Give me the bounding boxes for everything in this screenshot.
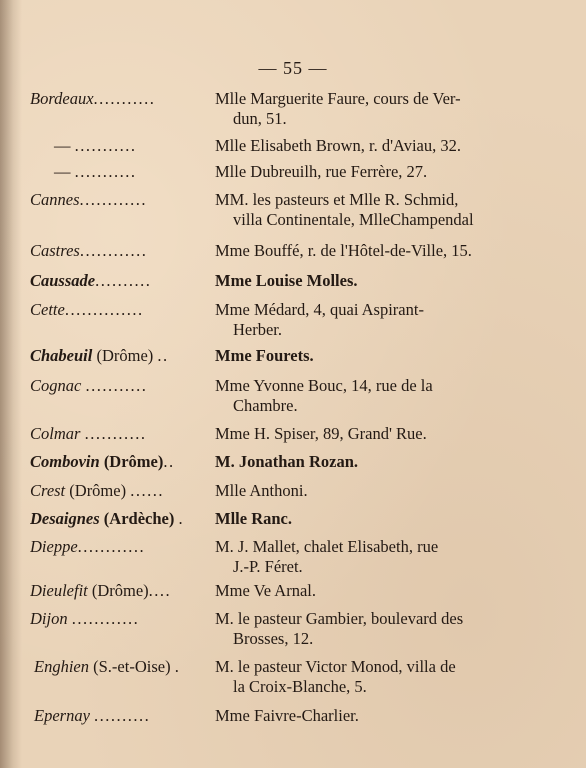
- place-name: Chabeuil: [30, 346, 93, 365]
- place-region: (Drôme): [96, 346, 154, 365]
- place-cell: [30, 424, 210, 444]
- address-line: Mlle Elisabeth Brown, r. d'Aviau, 32.: [215, 136, 462, 155]
- address-line: Mme Faivre-Charlier.: [215, 706, 359, 725]
- address-cell: [215, 581, 527, 601]
- place-region: (Ardèche): [103, 509, 175, 528]
- address-cell: [215, 271, 527, 291]
- address-cell: [215, 241, 527, 261]
- place-name: Combovin: [30, 452, 100, 471]
- address-line: Mme Ve Arnal.: [215, 581, 316, 600]
- address-continuation: la Croix-Blanche, 5.: [233, 677, 367, 696]
- dot-leader: ..: [163, 452, 175, 471]
- place-region: (Drôme): [69, 481, 127, 500]
- address-continuation: J.-P. Féret.: [233, 557, 303, 576]
- address-cell: [215, 657, 527, 697]
- place-region: (S.-et-Oise): [93, 657, 171, 676]
- place-cell: [30, 481, 210, 501]
- place-name: Dieulefit: [30, 581, 88, 600]
- address-continuation: Herber.: [233, 320, 283, 339]
- address-cell: [215, 136, 527, 156]
- dot-leader: ..............: [64, 300, 144, 319]
- address-cell: [215, 376, 527, 416]
- dot-leader: ..........: [95, 271, 152, 290]
- address-continuation: Brosses, 12.: [233, 629, 314, 648]
- address-line: Mme Yvonne Bouc, 14, rue de la: [215, 376, 433, 395]
- place-cell: [30, 300, 210, 320]
- place-name: Bordeaux: [30, 89, 94, 108]
- address-cell: [215, 89, 527, 129]
- address-line: M. le pasteur Victor Monod, villa de: [215, 657, 456, 676]
- dot-leader: ......: [130, 481, 164, 500]
- address-cell: [215, 346, 527, 366]
- place-name: Desaignes: [30, 509, 100, 528]
- place-region: (Drôme): [91, 581, 149, 600]
- place-cell: [30, 136, 234, 156]
- address-line: M. le pasteur Gambier, boulevard des: [215, 609, 464, 628]
- address-line: Mlle Marguerite Faure, cours de Ver-: [215, 89, 461, 108]
- address-line: Mme Fourets.: [215, 346, 314, 365]
- address-line: MM. les pasteurs et Mlle R. Schmid,: [215, 190, 459, 209]
- address-cell: [215, 300, 527, 340]
- place-name: Dijon: [30, 609, 68, 628]
- place-cell: [30, 346, 210, 366]
- address-cell: [215, 509, 527, 529]
- place-name: Cette: [30, 300, 65, 319]
- place-name: Dieppe: [30, 537, 78, 556]
- list-item: [0, 609, 586, 649]
- page-number: — 55 —: [258, 58, 328, 78]
- list-item: [0, 657, 586, 697]
- address-continuation: Chambre.: [233, 396, 298, 415]
- place-name: Castres: [30, 241, 80, 260]
- address-cell: [215, 481, 527, 501]
- address-continuation: dun, 51.: [233, 109, 287, 128]
- list-item: [0, 706, 586, 746]
- address-cell: [215, 706, 527, 726]
- dot-leader: ............: [71, 609, 140, 628]
- dot-leader: ...........: [74, 136, 137, 155]
- list-item: [0, 190, 586, 230]
- place-cell: [30, 89, 210, 109]
- address-line: Mlle Anthoni.: [215, 481, 308, 500]
- dot-leader: ............: [79, 241, 148, 260]
- place-cell: [30, 581, 210, 601]
- dot-leader: ..........: [94, 706, 151, 725]
- place-cell: [30, 190, 210, 210]
- place-name: Epernay: [34, 706, 90, 725]
- place-name: Cannes: [30, 190, 80, 209]
- dot-leader: ...........: [74, 162, 137, 181]
- dot-leader: ............: [79, 190, 147, 209]
- dot-leader: ............: [77, 537, 146, 556]
- dot-leader: ...........: [93, 89, 156, 108]
- place-name: Cognac: [30, 376, 82, 395]
- dot-leader: ....: [148, 581, 172, 600]
- place-cell: [30, 452, 210, 472]
- list-item: [0, 300, 586, 340]
- address-cell: [215, 537, 527, 577]
- address-line: Mlle Dubreuilh, rue Ferrère, 27.: [215, 162, 428, 181]
- place-cell: [30, 537, 210, 557]
- address-cell: [215, 424, 527, 444]
- address-cell: [215, 452, 527, 472]
- place-name: Caussade: [30, 271, 96, 290]
- list-item: [0, 537, 586, 577]
- address-cell: [215, 609, 527, 649]
- address-cell: [215, 162, 527, 182]
- place-cell: [30, 241, 210, 261]
- address-line: Mme Bouffé, r. de l'Hôtel-de-Ville, 15.: [215, 241, 472, 260]
- dot-leader: .: [174, 657, 181, 676]
- list-item: [0, 89, 586, 129]
- place-cell: [30, 509, 210, 529]
- place-cell: [30, 162, 234, 182]
- address-continuation: villa Continentale, MlleChampendal: [233, 210, 474, 229]
- place-cell: [30, 706, 214, 726]
- place-name: Colmar: [30, 424, 81, 443]
- ditto-dash: —: [54, 136, 71, 155]
- address-line: Mme H. Spiser, 89, Grand' Rue.: [215, 424, 427, 443]
- dot-leader: .: [178, 509, 185, 528]
- place-cell: [30, 657, 214, 677]
- address-line: Mme Médard, 4, quai Aspirant-: [215, 300, 424, 319]
- dot-leader: ..: [157, 346, 169, 365]
- address-line: M. Jonathan Rozan.: [215, 452, 359, 471]
- address-line: Mlle Ranc.: [215, 509, 292, 528]
- dot-leader: ...........: [85, 376, 148, 395]
- list-item: [0, 376, 586, 416]
- place-name: Enghien: [34, 657, 89, 676]
- place-region: (Drôme): [103, 452, 164, 471]
- place-cell: [30, 609, 210, 629]
- dot-leader: ...........: [84, 424, 147, 443]
- ditto-dash: —: [54, 162, 71, 181]
- address-cell: [215, 190, 527, 230]
- address-line: M. J. Mallet, chalet Elisabeth, rue: [215, 537, 439, 556]
- place-cell: [30, 376, 210, 396]
- place-cell: [30, 271, 210, 291]
- place-name: Crest: [30, 481, 66, 500]
- address-line: Mme Louise Molles.: [215, 271, 358, 290]
